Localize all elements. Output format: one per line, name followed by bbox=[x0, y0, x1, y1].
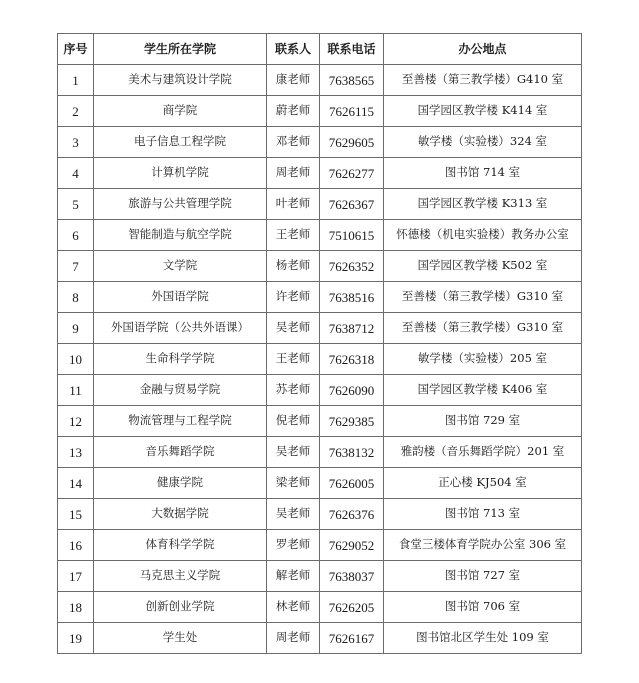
table-body bbox=[58, 65, 582, 654]
cell-num: 7 bbox=[58, 251, 94, 282]
cell-school: 健康学院 bbox=[94, 468, 267, 499]
cell-num: 1 bbox=[58, 65, 94, 96]
cell-contact: 周老师 bbox=[267, 623, 320, 654]
table-row bbox=[58, 158, 582, 189]
cell-school: 商学院 bbox=[94, 96, 267, 127]
cell-phone: 7626090 bbox=[320, 375, 384, 406]
cell-phone: 7629052 bbox=[320, 530, 384, 561]
cell-num: 3 bbox=[58, 127, 94, 158]
table-row bbox=[58, 375, 582, 406]
cell-office: 图书馆 713 室 bbox=[384, 499, 582, 530]
header-office: 办公地点 bbox=[384, 34, 582, 65]
table-row bbox=[58, 406, 582, 437]
cell-num: 11 bbox=[58, 375, 94, 406]
cell-office: 国学园区教学楼 K313 室 bbox=[384, 189, 582, 220]
table-row bbox=[58, 561, 582, 592]
cell-contact: 吴老师 bbox=[267, 499, 320, 530]
cell-office: 至善楼（第三教学楼）G310 室 bbox=[384, 313, 582, 344]
cell-num: 5 bbox=[58, 189, 94, 220]
cell-phone: 7626205 bbox=[320, 592, 384, 623]
table-row bbox=[58, 282, 582, 313]
cell-contact: 杨老师 bbox=[267, 251, 320, 282]
cell-office: 敏学楼（实验楼）324 室 bbox=[384, 127, 582, 158]
cell-office: 食堂三楼体育学院办公室 306 室 bbox=[384, 530, 582, 561]
cell-phone: 7626115 bbox=[320, 96, 384, 127]
cell-phone: 7638712 bbox=[320, 313, 384, 344]
cell-office: 国学园区教学楼 K414 室 bbox=[384, 96, 582, 127]
cell-phone: 7638037 bbox=[320, 561, 384, 592]
cell-num: 4 bbox=[58, 158, 94, 189]
cell-contact: 苏老师 bbox=[267, 375, 320, 406]
cell-num: 2 bbox=[58, 96, 94, 127]
cell-school: 创新创业学院 bbox=[94, 592, 267, 623]
table-header bbox=[58, 34, 582, 65]
table-row bbox=[58, 437, 582, 468]
cell-school: 智能制造与航空学院 bbox=[94, 220, 267, 251]
cell-office: 怀德楼（机电实验楼）教务办公室 bbox=[384, 220, 582, 251]
cell-contact: 叶老师 bbox=[267, 189, 320, 220]
table-row bbox=[58, 96, 582, 127]
cell-contact: 林老师 bbox=[267, 592, 320, 623]
cell-phone: 7638516 bbox=[320, 282, 384, 313]
cell-num: 10 bbox=[58, 344, 94, 375]
cell-school: 马克思主义学院 bbox=[94, 561, 267, 592]
cell-school: 文学院 bbox=[94, 251, 267, 282]
table-row bbox=[58, 592, 582, 623]
cell-school: 生命科学学院 bbox=[94, 344, 267, 375]
cell-office: 敏学楼（实验楼）205 室 bbox=[384, 344, 582, 375]
cell-num: 14 bbox=[58, 468, 94, 499]
cell-phone: 7626352 bbox=[320, 251, 384, 282]
cell-school: 美术与建筑设计学院 bbox=[94, 65, 267, 96]
cell-contact: 梁老师 bbox=[267, 468, 320, 499]
header-num: 序号 bbox=[58, 34, 94, 65]
cell-phone: 7638132 bbox=[320, 437, 384, 468]
cell-office: 图书馆 714 室 bbox=[384, 158, 582, 189]
cell-contact: 倪老师 bbox=[267, 406, 320, 437]
cell-office: 国学园区教学楼 K406 室 bbox=[384, 375, 582, 406]
cell-num: 18 bbox=[58, 592, 94, 623]
cell-school: 金融与贸易学院 bbox=[94, 375, 267, 406]
cell-num: 12 bbox=[58, 406, 94, 437]
header-row bbox=[58, 34, 582, 65]
cell-phone: 7626277 bbox=[320, 158, 384, 189]
cell-office: 至善楼（第三教学楼）G310 室 bbox=[384, 282, 582, 313]
cell-contact: 王老师 bbox=[267, 220, 320, 251]
header-contact: 联系人 bbox=[267, 34, 320, 65]
cell-school: 大数据学院 bbox=[94, 499, 267, 530]
cell-school: 学生处 bbox=[94, 623, 267, 654]
cell-school: 音乐舞蹈学院 bbox=[94, 437, 267, 468]
cell-num: 15 bbox=[58, 499, 94, 530]
cell-contact: 王老师 bbox=[267, 344, 320, 375]
cell-office: 国学园区教学楼 K502 室 bbox=[384, 251, 582, 282]
cell-school: 计算机学院 bbox=[94, 158, 267, 189]
cell-phone: 7626318 bbox=[320, 344, 384, 375]
cell-school: 体育科学学院 bbox=[94, 530, 267, 561]
cell-num: 16 bbox=[58, 530, 94, 561]
cell-num: 17 bbox=[58, 561, 94, 592]
header-phone: 联系电话 bbox=[320, 34, 384, 65]
cell-contact: 蔚老师 bbox=[267, 96, 320, 127]
table-row bbox=[58, 499, 582, 530]
cell-phone: 7638565 bbox=[320, 65, 384, 96]
cell-num: 9 bbox=[58, 313, 94, 344]
cell-phone: 7626167 bbox=[320, 623, 384, 654]
table-row bbox=[58, 65, 582, 96]
cell-contact: 吴老师 bbox=[267, 313, 320, 344]
cell-office: 至善楼（第三教学楼）G410 室 bbox=[384, 65, 582, 96]
cell-school: 电子信息工程学院 bbox=[94, 127, 267, 158]
table-row bbox=[58, 220, 582, 251]
cell-phone: 7626367 bbox=[320, 189, 384, 220]
cell-contact: 康老师 bbox=[267, 65, 320, 96]
table-row bbox=[58, 189, 582, 220]
cell-office: 图书馆 727 室 bbox=[384, 561, 582, 592]
table-row bbox=[58, 530, 582, 561]
cell-contact: 罗老师 bbox=[267, 530, 320, 561]
table-row bbox=[58, 623, 582, 654]
cell-num: 8 bbox=[58, 282, 94, 313]
table-row bbox=[58, 127, 582, 158]
cell-office: 雅韵楼（音乐舞蹈学院）201 室 bbox=[384, 437, 582, 468]
cell-contact: 吴老师 bbox=[267, 437, 320, 468]
cell-contact: 许老师 bbox=[267, 282, 320, 313]
table-row bbox=[58, 313, 582, 344]
cell-num: 6 bbox=[58, 220, 94, 251]
cell-contact: 解老师 bbox=[267, 561, 320, 592]
cell-phone: 7629605 bbox=[320, 127, 384, 158]
table-row bbox=[58, 468, 582, 499]
cell-office: 图书馆 729 室 bbox=[384, 406, 582, 437]
cell-office: 正心楼 KJ504 室 bbox=[384, 468, 582, 499]
table-row bbox=[58, 251, 582, 282]
cell-phone: 7510615 bbox=[320, 220, 384, 251]
cell-phone: 7626005 bbox=[320, 468, 384, 499]
contacts-table bbox=[57, 33, 582, 654]
cell-num: 19 bbox=[58, 623, 94, 654]
cell-school: 外国语学院 bbox=[94, 282, 267, 313]
cell-contact: 邓老师 bbox=[267, 127, 320, 158]
cell-contact: 周老师 bbox=[267, 158, 320, 189]
cell-office: 图书馆北区学生处 109 室 bbox=[384, 623, 582, 654]
cell-school: 外国语学院（公共外语课） bbox=[94, 313, 267, 344]
header-school: 学生所在学院 bbox=[94, 34, 267, 65]
cell-office: 图书馆 706 室 bbox=[384, 592, 582, 623]
cell-phone: 7629385 bbox=[320, 406, 384, 437]
table-row bbox=[58, 344, 582, 375]
cell-school: 物流管理与工程学院 bbox=[94, 406, 267, 437]
cell-phone: 7626376 bbox=[320, 499, 384, 530]
cell-school: 旅游与公共管理学院 bbox=[94, 189, 267, 220]
cell-num: 13 bbox=[58, 437, 94, 468]
